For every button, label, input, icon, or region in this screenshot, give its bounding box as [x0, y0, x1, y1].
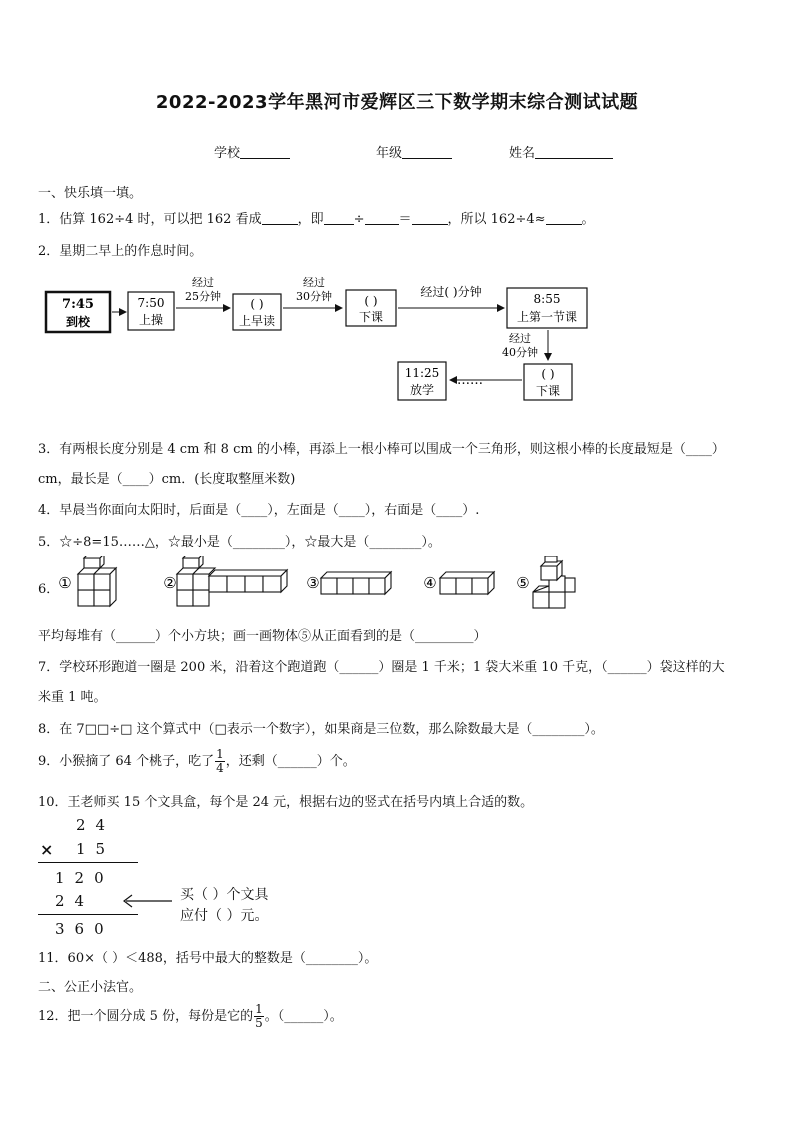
question-6-text: 平均每堆有（______）个小方块；画一画物体⑤从正面看到的是（_________） [38, 629, 487, 644]
box-dismiss-label: 放学 [409, 383, 435, 397]
box-arrive-time: 7:45 [62, 297, 94, 312]
grade-label: 年级 [376, 146, 403, 161]
q1-blank-3[interactable] [365, 212, 399, 225]
arrow-1-top: 经过 [192, 276, 214, 289]
cube-figure-2 [177, 556, 287, 606]
q12-text-1: 12．把一个圆分成 5 份，每份是它的 [38, 1009, 254, 1024]
question-5: 5．☆÷8=15……△，☆最小是（________），☆最大是（________）。 [38, 535, 441, 550]
box-first-class-time: 8:55 [533, 292, 561, 306]
box-exercise-time: 7:50 [137, 296, 165, 310]
school-field [214, 142, 290, 161]
question-6-number: 6． [38, 582, 60, 597]
question-8: 8．在 7□□÷□ 这个算式中（□表示一个数字），如果商是三位数，那么除数最大是（________）。 [38, 722, 604, 737]
box-break-2-time[interactable]: ( ) [541, 367, 555, 381]
q1-blank-5[interactable] [546, 212, 582, 225]
fig-2-label: ② [163, 574, 177, 592]
question-1 [38, 208, 595, 227]
ellipsis-dots: …… [457, 373, 483, 388]
vm-rule-1 [38, 862, 138, 863]
box-break-1-label: 下课 [358, 310, 384, 324]
question-2: 2．星期二早上的作息时间。 [38, 244, 203, 259]
box-reading-label: 上早读 [238, 314, 276, 328]
fig-1-label: ① [58, 574, 72, 592]
name-field [509, 142, 613, 161]
arrow-3-label: 经过( )分钟 [420, 285, 482, 299]
q9-frac-den: 4 [216, 761, 224, 775]
arrow-4-top: 经过 [509, 332, 531, 345]
school-label: 学校 [214, 146, 241, 161]
question-7-line-1: 7．学校环形跑道一圈是 200 米，沿着这个跑道跑（______）圈是 1 千米；1 袋大米重 10 千克，（______）袋这样的大 [38, 660, 725, 675]
vm-row-4: 24 [55, 892, 95, 910]
vm-row-3: 120 [55, 869, 114, 887]
vm-arrow-icon [122, 894, 174, 908]
vm-operator: × [40, 840, 54, 859]
question-11: 11．60×（ ）＜488，括号中最大的整数是（________）。 [38, 951, 378, 966]
name-label: 姓名 [509, 146, 536, 161]
q9-text-2: ，还剩（______）个。 [225, 754, 356, 769]
box-exercise-label: 上操 [138, 313, 164, 327]
q1-text-6: 。 [581, 212, 595, 227]
box-arrive-label: 到校 [65, 315, 91, 329]
cube-figure-3 [321, 572, 391, 594]
question-4: 4．早晨当你面向太阳时，后面是（____），左面是（____），右面是（____）. [38, 503, 480, 518]
q1-blank-4[interactable] [412, 212, 448, 225]
schedule-diagram [0, 270, 794, 410]
q12-fraction [254, 1003, 264, 1030]
question-3-line-1: 3．有两根长度分别是 4 cm 和 8 cm 的小棒，再添上一根小棒可以围成一个三角形，则这根小棒的长度最短是（____） [38, 442, 725, 457]
fig-5-label: ⑤ [516, 574, 530, 592]
box-first-class-label: 上第一节课 [516, 310, 578, 324]
q1-text-2: ，即 [297, 212, 324, 227]
box-dismiss-time: 11:25 [404, 366, 440, 380]
arrow-1-bottom: 25分钟 [185, 290, 221, 303]
question-9 [38, 748, 356, 775]
school-blank[interactable] [240, 146, 290, 159]
fig-4-label: ④ [423, 574, 437, 592]
section-1-heading: 一、快乐填一填。 [38, 186, 143, 201]
cube-figure-4 [440, 572, 494, 594]
q9-frac-num: 1 [216, 747, 224, 761]
q12-text-2: 。（______）。 [264, 1009, 343, 1024]
question-12 [38, 1003, 343, 1030]
q1-text-5: ，所以 162÷4≈ [447, 212, 546, 227]
name-blank[interactable] [535, 146, 613, 159]
page-title: 2022-2023学年黑河市爱辉区三下数学期末综合测试试题 [155, 92, 639, 113]
section-2-heading: 二、公正小法官。 [38, 980, 143, 995]
q1-blank-1[interactable] [262, 212, 298, 225]
q9-fraction [215, 748, 225, 775]
question-10: 10．王老师买 15 个文具盒，每个是 24 元，根据右边的竖式在括号内填上合适的数。 [38, 795, 534, 810]
q1-text-4: ＝ [398, 212, 412, 227]
cube-figure-1 [78, 556, 116, 606]
cube-figures [55, 556, 595, 614]
question-3-line-2: cm，最长是（____）cm．(长度取整厘米数) [38, 472, 296, 487]
arrow-2-bottom: 30分钟 [296, 290, 332, 303]
q12-frac-num: 1 [255, 1002, 263, 1016]
q1-text-3: ÷ [353, 212, 365, 227]
vm-note-2: 应付（ ）元。 [180, 908, 269, 924]
q1-text-1: 1．估算 162÷4 时，可以把 162 看成 [38, 212, 262, 227]
arrow-2-top: 经过 [303, 276, 325, 289]
vm-row-2: 15 [76, 840, 116, 858]
box-break-2-label: 下课 [535, 384, 561, 398]
q12-frac-den: 5 [255, 1016, 263, 1030]
box-break-1-time[interactable]: ( ) [364, 294, 378, 308]
fig-3-label: ③ [306, 574, 320, 592]
grade-blank[interactable] [402, 146, 452, 159]
arrow-4-bottom: 40分钟 [502, 346, 538, 359]
cube-figure-5 [533, 556, 575, 608]
vm-rule-2 [38, 914, 138, 915]
question-7-line-2: 米重 1 吨。 [38, 690, 107, 705]
box-reading-time[interactable]: ( ) [250, 297, 264, 311]
vm-row-5: 360 [55, 920, 114, 938]
vm-row-1: 24 [76, 816, 116, 834]
vm-note-1: 买（ ）个文具 [180, 887, 269, 903]
q1-blank-2[interactable] [324, 212, 354, 225]
q9-text-1: 9．小猴摘了 64 个桃子，吃了 [38, 754, 215, 769]
grade-field [376, 142, 452, 161]
